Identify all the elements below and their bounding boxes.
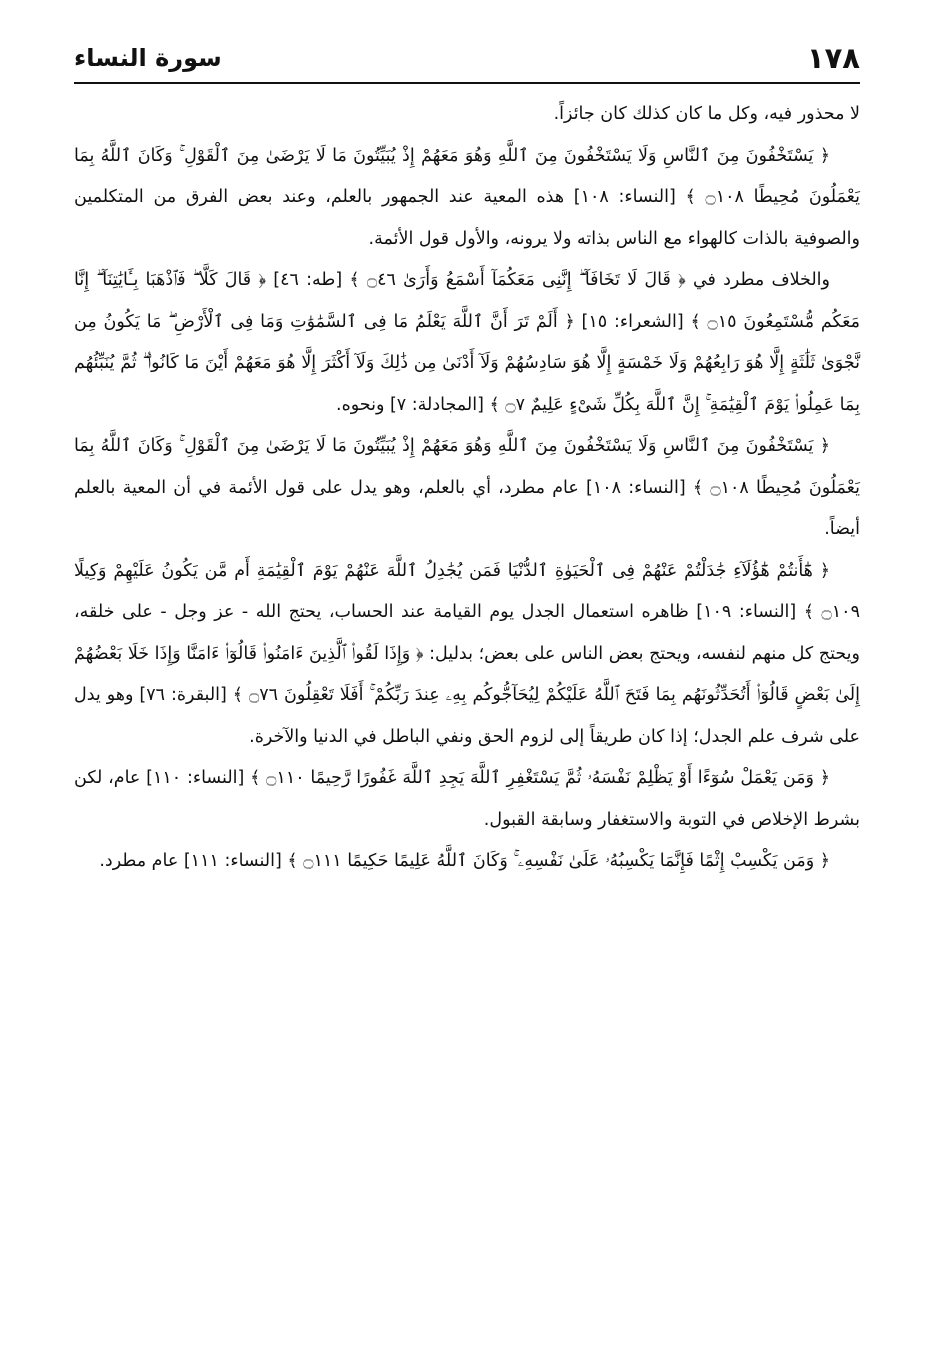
page-header	[74, 26, 860, 78]
page-number: ١٧٨	[806, 41, 860, 75]
paragraph-nisa-110: ﴿ وَمَن يَعْمَلْ سُوٓءًا أَوْ يَظْلِمْ نَفْسَهُۥ ثُمَّ يَسْتَغْفِرِ ٱللَّهَ يَجِدِ ٱللَّهَ غَفُورًا رَّحِيمًا ۝١١٠ ﴾ [النساء: ١١٠] عام، لكن بشرط الإخلاص في التوبة والاستغفار وسابقة القبول.	[74, 768, 860, 830]
paragraph-nisa-108-commentary: ﴿ يَسْتَخْفُونَ مِنَ ٱلنَّاسِ وَلَا يَسْتَخْفُونَ مِنَ ٱللَّهِ وَهُوَ مَعَهُمْ إِذْ يُبَيِّتُونَ مَا لَا يَرْضَىٰ مِنَ ٱلْقَوْلِ ۚ وَكَانَ ٱللَّهُ بِمَا يَعْمَلُونَ مُحِيطًا ۝١٠٨ ﴾ [النساء: ١٠٨] هذه المعية عند الجمهور بالعلم، وعند بعض الفرق من المتكلمين والصوفية بالذات كالهواء مع الناس بذاته ولا يرونه، والأول قول الأئمة.	[74, 145, 860, 249]
page-body	[74, 94, 860, 883]
paragraph-nisa-108-general: ﴿ يَسْتَخْفُونَ مِنَ ٱلنَّاسِ وَلَا يَسْتَخْفُونَ مِنَ ٱللَّهِ وَهُوَ مَعَهُمْ إِذْ يُبَيِّتُونَ مَا لَا يَرْضَىٰ مِنَ ٱلْقَوْلِ ۚ وَكَانَ ٱللَّهُ بِمَا يَعْمَلُونَ مُحِيطًا ۝١٠٨ ﴾ [النساء: ١٠٨] عام مطرد، أي بالعلم، وهو يدل على قول الأئمة في أن المعية بالعلم أيضاً.	[74, 436, 860, 539]
surah-title: سورة النساء	[74, 44, 222, 72]
paragraph-nisa-111: ﴿ وَمَن يَكْسِبْ إِثْمًا فَإِنَّمَا يَكْسِبُهُۥ عَلَىٰ نَفْسِهِۦ ۚ وَكَانَ ٱللَّهُ عَلِيمًا حَكِيمًا ۝١١١ ﴾ [النساء: ١١١] عام مطرد.	[99, 851, 830, 871]
paragraph-nisa-109-jadal: ﴿ هَٰٓأَنتُمْ هَٰٓؤُلَآءِ جَٰدَلْتُمْ عَنْهُمْ فِى ٱلْحَيَوٰةِ ٱلدُّنْيَا فَمَن يُجَٰدِلُ ٱللَّهَ عَنْهُمْ يَوْمَ ٱلْقِيَٰمَةِ أَم مَّن يَكُونُ عَلَيْهِمْ وَكِيلًا ۝١٠٩ ﴾ [النساء: ١٠٩] ظاهره استعمال الجدل يوم القيامة عند الحساب، يحتج الله - عز وجل - على خلقه، ويحتج كل منهم لنفسه، ويحتج بعض الناس على بعض؛ بدليل: ﴿ وَإِذَا لَقُوا۟ ٱلَّذِينَ ءَامَنُوا۟ قَالُوٓا۟ ءَامَنَّا وَإِذَا خَلَا بَعْضُهُمْ إِلَىٰ بَعْضٍ قَالُوٓا۟ أَتُحَدِّثُونَهُم بِمَا فَتَحَ ٱللَّهُ عَلَيْكُمْ لِيُحَآجُّوكُم بِهِۦ عِندَ رَبِّكُمْ ۚ أَفَلَا تَعْقِلُونَ ۝٧٦ ﴾ [البقرة: ٧٦] وهو يدل على شرف علم الجدل؛ إذا كان طريقاً إلى لزوم الحق ونفي الباطل في الدنيا والآخرة.	[74, 560, 860, 747]
paragraph-continuation: لا محذور فيه، وكل ما كان كذلك كان جائزاً.	[553, 104, 860, 124]
paragraph-maiyya-disagreement: والخلاف مطرد في ﴿ قَالَ لَا تَخَافَآ ۖ إِنَّنِى مَعَكُمَآ أَسْمَعُ وَأَرَىٰ ۝٤٦ ﴾ [طه: ٤٦] ﴿ قَالَ كَلَّا ۖ فَٱذْهَبَا بِـَٔايَٰتِنَآ ۖ إِنَّا مَعَكُم مُّسْتَمِعُونَ ۝١٥ ﴾ [الشعراء: ١٥] ﴿ أَلَمْ تَرَ أَنَّ ٱللَّهَ يَعْلَمُ مَا فِى ٱلسَّمَٰوَٰتِ وَمَا فِى ٱلْأَرْضِ ۖ مَا يَكُونُ مِن نَّجْوَىٰ ثَلَٰثَةٍ إِلَّا هُوَ رَابِعُهُمْ وَلَا خَمْسَةٍ إِلَّا هُوَ سَادِسُهُمْ وَلَآ أَدْنَىٰ مِن ذَٰلِكَ وَلَآ أَكْثَرَ إِلَّا هُوَ مَعَهُمْ أَيْنَ مَا كَانُوا۟ ۖ ثُمَّ يُنَبِّئُهُم بِمَا عَمِلُوا۟ يَوْمَ ٱلْقِيَٰمَةِ ۚ إِنَّ ٱللَّهَ بِكُلِّ شَىْءٍ عَلِيمٌ ۝٧ ﴾ [المجادلة: ٧] ونحوه.	[74, 270, 860, 415]
header-divider	[74, 82, 860, 84]
